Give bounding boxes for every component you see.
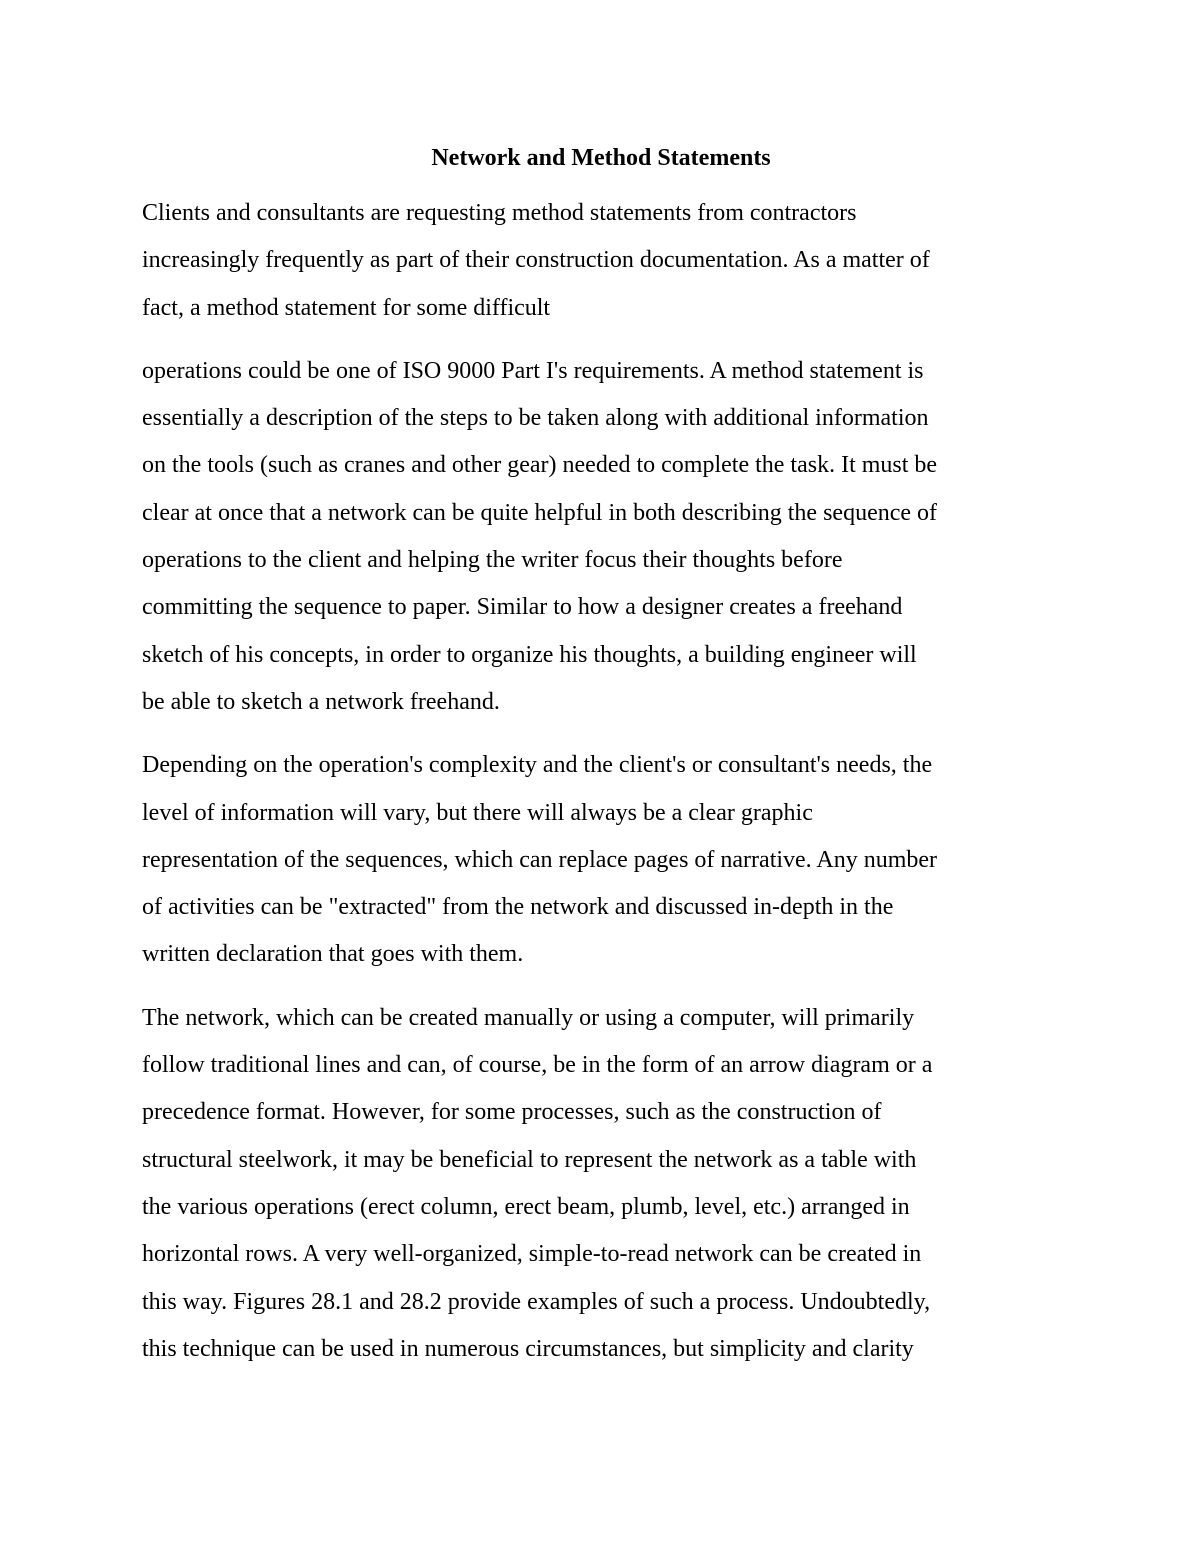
text-line: on the tools (such as cranes and other gear) needed to complete the task. It must be: [142, 452, 938, 479]
text-line: representation of the sequences, which can replace pages of narrative. Any number: [142, 846, 937, 873]
text-line: operations could be one of ISO 9000 Part I's requirements. A method statement is: [142, 357, 924, 384]
text-line: operations to the client and helping the writer focus their thoughts before: [142, 547, 843, 574]
text-line: essentially a description of the steps to be taken along with additional information: [142, 405, 929, 432]
text-line: follow traditional lines and can, of course, be in the form of an arrow diagram or a: [142, 1052, 933, 1079]
text-line: fact, a method statement for some difficult: [142, 294, 551, 321]
text-line: structural steelwork, it may be beneficial to represent the network as a table with: [142, 1146, 917, 1173]
paragraph-2: [142, 348, 1060, 726]
text-line: committing the sequence to paper. Similar to how a designer creates a freehand: [142, 594, 903, 621]
text-line: The network, which can be created manually or using a computer, will primarily: [142, 1004, 915, 1031]
text-line: this way. Figures 28.1 and 28.2 provide examples of such a process. Undoubtedly,: [142, 1288, 931, 1315]
paragraph-3: [142, 742, 1060, 978]
paragraph-4: [142, 995, 1060, 1373]
text-line: be able to sketch a network freehand.: [142, 688, 500, 715]
text-line: Depending on the operation's complexity and the client's or consultant's needs, the: [142, 752, 933, 779]
paragraph-1: [142, 190, 1060, 332]
text-line: sketch of his concepts, in order to organize his thoughts, a building engineer will: [142, 641, 917, 668]
text-line: level of information will vary, but there will always be a clear graphic: [142, 799, 813, 826]
text-line: of activities can be "extracted" from the network and discussed in-depth in the: [142, 894, 894, 921]
text-line: this technique can be used in numerous circumstances, but simplicity and clarity: [142, 1335, 914, 1362]
page-title: Network and Method Statements: [431, 145, 771, 171]
text-line: horizontal rows. A very well-organized, simple-to-read network can be created in: [142, 1241, 922, 1268]
text-line: the various operations (erect column, erect beam, plumb, level, etc.) arranged in: [142, 1193, 910, 1220]
text-line: written declaration that goes with them.: [142, 941, 524, 968]
text-line: Clients and consultants are requesting method statements from contractors: [142, 200, 857, 226]
text-line: clear at once that a network can be quite helpful in both describing the sequence of: [142, 499, 938, 526]
text-line: precedence format. However, for some processes, such as the construction of: [142, 1099, 882, 1126]
text-line: increasingly frequently as part of their construction documentation. As a matter of: [142, 247, 930, 274]
